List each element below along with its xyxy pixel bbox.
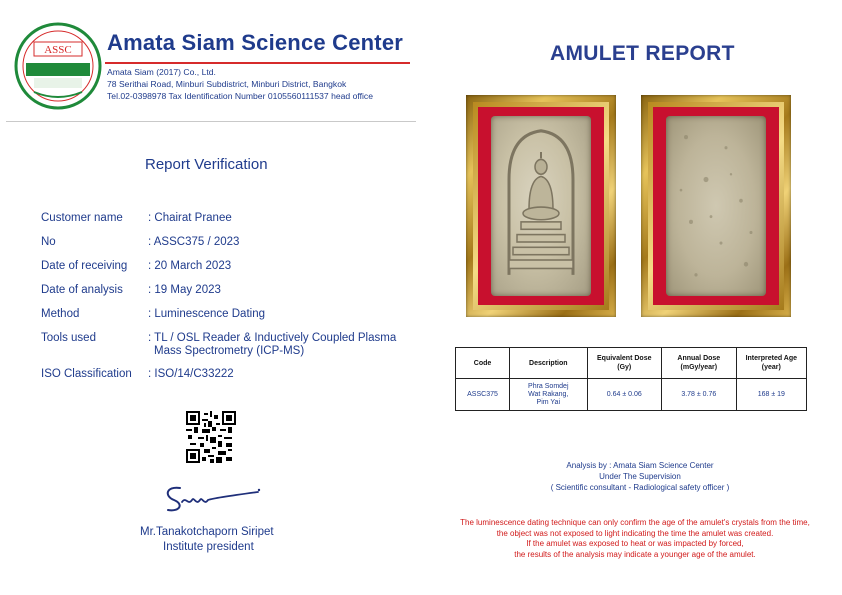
amulet-back-photo — [641, 95, 791, 317]
customer-name-label: Customer name — [41, 212, 123, 224]
method-value: : Luminescence Dating — [148, 308, 265, 320]
analysis-consultant: ( Scientific consultant - Radiological safety officer ) — [550, 483, 730, 492]
company-address: 78 Serithai Road, Minburi Subdistrict, Minburi District, Bangkok — [107, 79, 347, 89]
table-row — [456, 379, 807, 411]
cell-description: Phra Somdej Wat Rakang, Pim Yai — [510, 379, 587, 411]
company-contact: Tel.02-0398978 Tax Identification Number 0105560111537 head office — [107, 91, 373, 101]
results-table — [455, 347, 807, 411]
disclaimer-line: If the amulet was exposed to heat or was impacted by forced, — [526, 539, 744, 549]
tools-value: : TL / OSL Reader & Inductively Coupled Plasma — [148, 332, 397, 344]
receiving-date-value: : 20 March 2023 — [148, 260, 232, 272]
analysis-block — [440, 460, 840, 493]
cell-code: ASSC375 — [456, 379, 510, 411]
logo-abbr: ASSC — [44, 44, 72, 56]
iso-label: ISO Classification — [41, 368, 132, 380]
analysis-date-label: Date of analysis — [41, 284, 123, 296]
iso-value: : ISO/14/C33222 — [148, 368, 234, 380]
amulet-front — [491, 116, 591, 296]
cell-age: 168 ± 19 — [736, 379, 806, 411]
analysis-date-value: : 19 May 2023 — [148, 284, 221, 296]
col-age-header: Interpreted Age (year) — [736, 348, 806, 379]
cell-equivalent-dose: 0.64 ± 0.06 — [587, 379, 661, 411]
col-description-header: Description — [510, 348, 587, 379]
table-header-row — [456, 348, 807, 379]
cell-annual-dose: 3.78 ± 0.76 — [661, 379, 736, 411]
disclaimer-line: the results of the analysis may indicate a younger age of the amulet. — [514, 549, 756, 559]
org-name: Amata Siam Science Center — [107, 30, 404, 55]
amulet-front-photo — [466, 95, 616, 317]
disclaimer-line: the object was not exposed to light indicating the time the amulet was created. — [496, 528, 774, 538]
assc-logo — [14, 22, 102, 110]
col-equivalent-dose-header: Equivalent Dose (Gy) — [587, 348, 661, 379]
analysis-supervision: Under The Supervision — [599, 472, 681, 481]
company-name: Amata Siam (2017) Co., Ltd. — [107, 67, 216, 77]
verification-title: Report Verification — [145, 156, 268, 173]
col-code-header: Code — [456, 348, 510, 379]
receiving-date-label: Date of receiving — [41, 260, 128, 272]
org-rule — [105, 62, 410, 64]
signer-name: Mr.Tanakotchaporn Siripet — [140, 526, 274, 538]
method-label: Method — [41, 308, 80, 320]
analysis-by: Analysis by : Amata Siam Science Center — [566, 461, 714, 470]
tools-label: Tools used — [41, 332, 96, 344]
col-annual-dose-header: Annual Dose (mGy/year) — [661, 348, 736, 379]
signature-image — [158, 478, 268, 518]
signer-title: Institute president — [163, 541, 254, 553]
amulet-back — [666, 116, 766, 296]
qr-code[interactable] — [186, 411, 236, 463]
tools-value-line2: Mass Spectrometry (ICP-MS) — [154, 345, 305, 357]
report-no-value: : ASSC375 / 2023 — [148, 236, 240, 248]
customer-name-value: : Chairat Pranee — [148, 212, 232, 224]
disclaimer-line: The luminescence dating technique can only confirm the age of the amulet's crystals from the time, — [460, 518, 810, 527]
report-title: AMULET REPORT — [550, 42, 735, 65]
disclaimer-block — [430, 518, 840, 560]
report-no-label: No — [41, 236, 56, 248]
header-divider — [6, 121, 416, 122]
